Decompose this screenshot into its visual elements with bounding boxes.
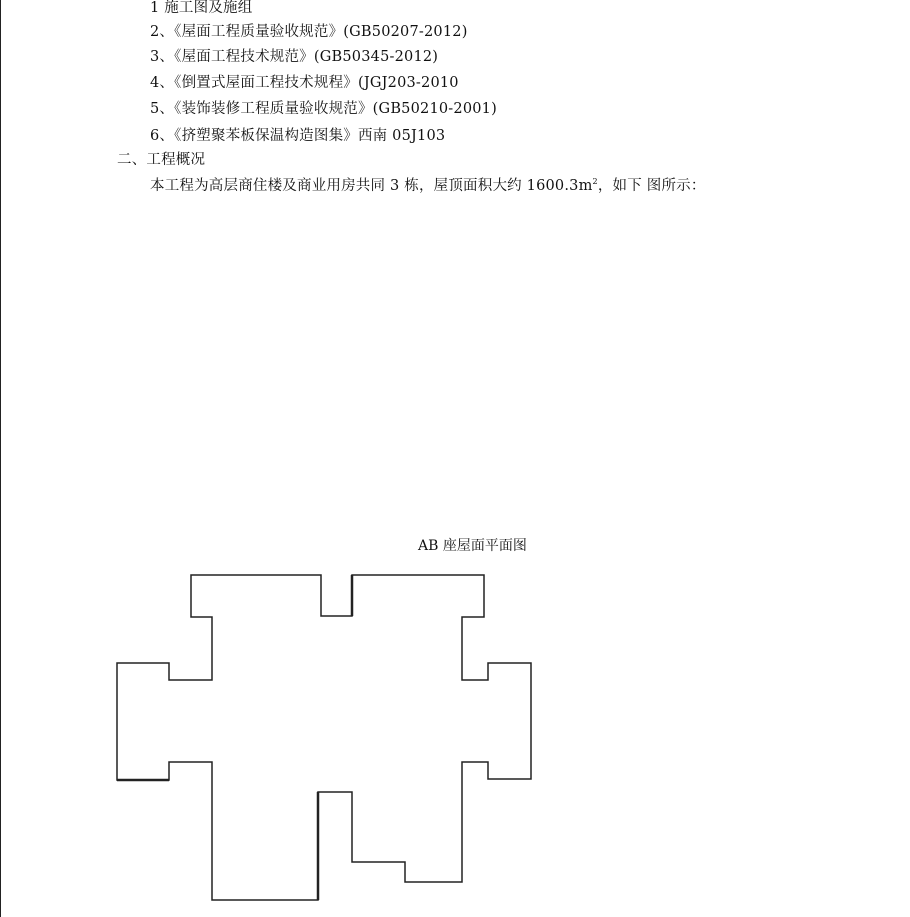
reference-item-1: 1 施工图及施组 bbox=[150, 0, 253, 16]
reference-item-3: 3、《屋面工程技术规范》(GB50345-2012) bbox=[150, 49, 439, 65]
overview-text-after-unit: ，如下 图所示： bbox=[597, 178, 706, 194]
reference-item-5: 5、《装饰装修工程质量验收规范》(GB50210-2001) bbox=[150, 101, 497, 117]
floor-plan-title: AB 座屋面平面图 bbox=[418, 538, 527, 554]
roof-outline bbox=[117, 575, 531, 900]
reference-item-6: 6、《挤塑聚苯板保温构造图集》西南 05J103 bbox=[150, 128, 446, 144]
area-unit-superscript: 2 bbox=[592, 177, 598, 187]
section-heading-project-overview: 二、工程概况 bbox=[117, 152, 206, 168]
reference-item-2: 2、《屋面工程质量验收规范》(GB50207-2012) bbox=[150, 24, 468, 40]
overview-text-before-unit: 本工程为高层商住楼及商业用房共同 3 栋，屋顶面积大约 1600.3m bbox=[150, 178, 593, 194]
reference-item-4: 4、《倒置式屋面工程技术规程》(JGJ203-2010 bbox=[150, 75, 459, 91]
